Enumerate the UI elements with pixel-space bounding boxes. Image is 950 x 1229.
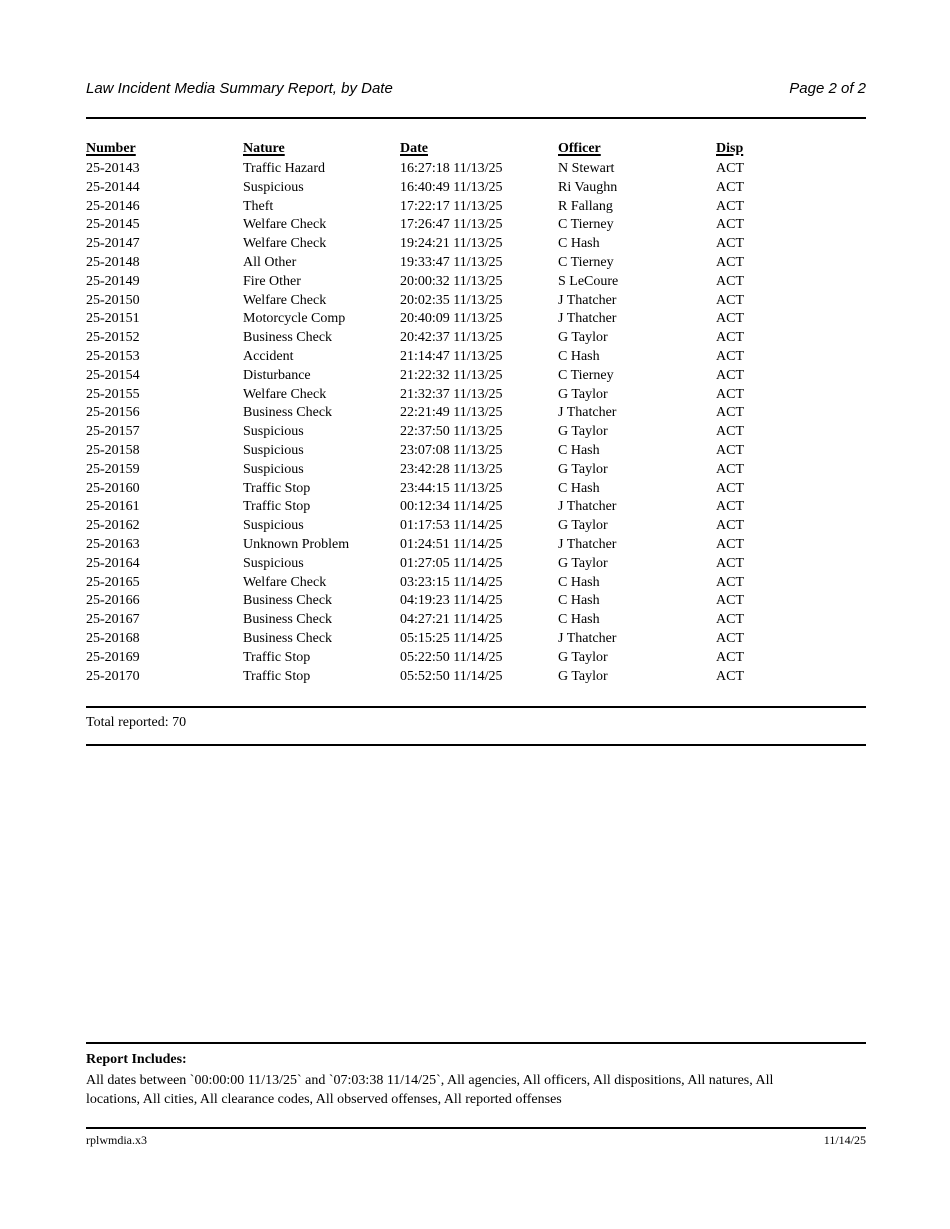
cell-number: 25-20167 bbox=[86, 612, 140, 628]
cell-number: 25-20160 bbox=[86, 480, 140, 496]
table-row bbox=[86, 461, 866, 480]
cell-date: 05:15:25 11/14/25 bbox=[400, 630, 503, 646]
cell-date: 01:27:05 11/14/25 bbox=[400, 555, 503, 571]
cell-officer: G Taylor bbox=[558, 668, 608, 684]
report-includes-body bbox=[86, 1071, 773, 1109]
cell-nature: Suspicious bbox=[243, 442, 304, 458]
table-row bbox=[86, 536, 866, 555]
cell-disp: ACT bbox=[716, 405, 744, 421]
cell-number: 25-20154 bbox=[86, 367, 140, 383]
cell-number: 25-20164 bbox=[86, 555, 140, 571]
cell-officer: C Tierney bbox=[558, 254, 614, 270]
cell-nature: Welfare Check bbox=[243, 236, 327, 252]
cell-number: 25-20168 bbox=[86, 630, 140, 646]
total-rule-bottom bbox=[86, 744, 866, 746]
report-includes-line: locations, All cities, All clearance codes, All observed offenses, All reported offenses bbox=[86, 1092, 562, 1107]
cell-officer: G Taylor bbox=[558, 424, 608, 440]
report-includes-heading: Report Includes: bbox=[86, 1052, 187, 1067]
table-row bbox=[86, 310, 866, 329]
cell-date: 05:22:50 11/14/25 bbox=[400, 649, 503, 665]
cell-date: 19:24:21 11/13/25 bbox=[400, 236, 503, 252]
cell-disp: ACT bbox=[716, 574, 744, 590]
cell-disp: ACT bbox=[716, 161, 744, 176]
cell-disp: ACT bbox=[716, 198, 744, 214]
incident-table bbox=[86, 138, 866, 686]
cell-number: 25-20157 bbox=[86, 424, 140, 440]
cell-nature: Suspicious bbox=[243, 555, 304, 571]
table-row bbox=[86, 498, 866, 517]
cell-officer: C Hash bbox=[558, 593, 600, 609]
cell-officer: C Tierney bbox=[558, 367, 614, 383]
cell-nature: Traffic Stop bbox=[243, 499, 311, 515]
report-header bbox=[86, 80, 866, 97]
table-row bbox=[86, 348, 866, 367]
table-row bbox=[86, 442, 866, 461]
table-row bbox=[86, 649, 866, 668]
table-row bbox=[86, 592, 866, 611]
cell-number: 25-20162 bbox=[86, 518, 140, 534]
table-row bbox=[86, 273, 866, 292]
cell-disp: ACT bbox=[716, 518, 744, 534]
cell-disp: ACT bbox=[716, 179, 744, 195]
cell-nature: Traffic Stop bbox=[243, 668, 311, 684]
cell-nature: Unknown Problem bbox=[243, 536, 350, 552]
table-row bbox=[86, 611, 866, 630]
cell-nature: Business Check bbox=[243, 612, 333, 628]
cell-officer: J Thatcher bbox=[558, 536, 617, 552]
cell-officer: G Taylor bbox=[558, 649, 608, 665]
cell-date: 23:07:08 11/13/25 bbox=[400, 442, 503, 458]
cell-officer: J Thatcher bbox=[558, 405, 617, 421]
cell-date: 21:32:37 11/13/25 bbox=[400, 386, 503, 402]
column-header-nature: Nature bbox=[243, 141, 285, 156]
cell-number: 25-20147 bbox=[86, 236, 140, 252]
table-body bbox=[86, 160, 866, 686]
table-row bbox=[86, 517, 866, 536]
cell-nature: All Other bbox=[243, 254, 297, 270]
cell-date: 21:22:32 11/13/25 bbox=[400, 367, 503, 383]
cell-date: 19:33:47 11/13/25 bbox=[400, 254, 503, 270]
table-row bbox=[86, 574, 866, 593]
cell-nature: Suspicious bbox=[243, 179, 304, 195]
cell-number: 25-20146 bbox=[86, 198, 140, 214]
cell-officer: G Taylor bbox=[558, 461, 608, 477]
cell-date: 01:17:53 11/14/25 bbox=[400, 518, 503, 534]
cell-disp: ACT bbox=[716, 442, 744, 458]
cell-officer: C Hash bbox=[558, 612, 600, 628]
cell-date: 23:42:28 11/13/25 bbox=[400, 461, 503, 477]
cell-number: 25-20158 bbox=[86, 442, 140, 458]
cell-nature: Business Check bbox=[243, 330, 333, 346]
table-row bbox=[86, 179, 866, 198]
cell-date: 20:42:37 11/13/25 bbox=[400, 330, 503, 346]
table-row bbox=[86, 216, 866, 235]
cell-disp: ACT bbox=[716, 499, 744, 515]
table-row bbox=[86, 367, 866, 386]
cell-disp: ACT bbox=[716, 348, 744, 364]
cell-date: 00:12:34 11/14/25 bbox=[400, 499, 503, 515]
cell-date: 04:19:23 11/14/25 bbox=[400, 593, 503, 609]
header-rule bbox=[86, 117, 866, 119]
table-row bbox=[86, 160, 866, 179]
cell-disp: ACT bbox=[716, 536, 744, 552]
table-row bbox=[86, 423, 866, 442]
cell-nature: Theft bbox=[243, 198, 274, 214]
cell-nature: Welfare Check bbox=[243, 292, 327, 308]
cell-officer: C Hash bbox=[558, 574, 600, 590]
cell-officer: C Hash bbox=[558, 480, 600, 496]
column-header-disp: Disp bbox=[716, 141, 744, 156]
cell-officer: G Taylor bbox=[558, 386, 608, 402]
cell-nature: Traffic Stop bbox=[243, 480, 311, 496]
column-header-officer: Officer bbox=[558, 141, 601, 156]
cell-date: 05:52:50 11/14/25 bbox=[400, 668, 503, 684]
cell-disp: ACT bbox=[716, 612, 744, 628]
cell-date: 04:27:21 11/14/25 bbox=[400, 612, 503, 628]
cell-number: 25-20151 bbox=[86, 311, 140, 327]
cell-number: 25-20150 bbox=[86, 292, 140, 308]
cell-number: 25-20165 bbox=[86, 574, 140, 590]
table-row bbox=[86, 555, 866, 574]
cell-disp: ACT bbox=[716, 311, 744, 327]
cell-number: 25-20155 bbox=[86, 386, 140, 402]
cell-disp: ACT bbox=[716, 480, 744, 496]
cell-officer: C Hash bbox=[558, 442, 600, 458]
cell-number: 25-20148 bbox=[86, 254, 140, 270]
report-includes-line: All dates between `00:00:00 11/13/25` and `07:03:38 11/14/25`, All agencies, All officers, All dispositions, All natures, All bbox=[86, 1073, 774, 1088]
cell-nature: Suspicious bbox=[243, 518, 304, 534]
cell-nature: Accident bbox=[243, 348, 294, 364]
report-title: Law Incident Media Summary Report, by Date bbox=[86, 80, 393, 97]
table-row bbox=[86, 630, 866, 649]
table-row bbox=[86, 404, 866, 423]
cell-nature: Suspicious bbox=[243, 424, 304, 440]
cell-nature: Motorcycle Comp bbox=[243, 311, 346, 327]
cell-number: 25-20170 bbox=[86, 668, 140, 684]
table-row bbox=[86, 292, 866, 311]
cell-number: 25-20145 bbox=[86, 217, 140, 233]
cell-officer: R Fallang bbox=[558, 198, 613, 214]
cell-disp: ACT bbox=[716, 555, 744, 571]
cell-date: 20:40:09 11/13/25 bbox=[400, 311, 503, 327]
cell-date: 20:02:35 11/13/25 bbox=[400, 292, 503, 308]
table-row bbox=[86, 668, 866, 687]
cell-disp: ACT bbox=[716, 236, 744, 252]
cell-disp: ACT bbox=[716, 386, 744, 402]
cell-number: 25-20144 bbox=[86, 179, 140, 195]
table-row bbox=[86, 386, 866, 405]
cell-officer: N Stewart bbox=[558, 161, 615, 176]
cell-date: 22:21:49 11/13/25 bbox=[400, 405, 503, 421]
cell-date: 17:22:17 11/13/25 bbox=[400, 198, 503, 214]
cell-disp: ACT bbox=[716, 292, 744, 308]
column-header-number: Number bbox=[86, 141, 136, 156]
table-header-row bbox=[86, 138, 866, 160]
total-rule-top bbox=[86, 706, 866, 708]
footer-date: 11/14/25 bbox=[823, 1133, 866, 1147]
footer-script-name: rplwmdia.x3 bbox=[86, 1133, 147, 1147]
table-row bbox=[86, 254, 866, 273]
table-row bbox=[86, 329, 866, 348]
cell-nature: Business Check bbox=[243, 405, 333, 421]
cell-officer: G Taylor bbox=[558, 330, 608, 346]
cell-disp: ACT bbox=[716, 668, 744, 684]
cell-number: 25-20153 bbox=[86, 348, 140, 364]
cell-disp: ACT bbox=[716, 424, 744, 440]
cell-officer: J Thatcher bbox=[558, 292, 617, 308]
cell-officer: C Tierney bbox=[558, 217, 614, 233]
cell-disp: ACT bbox=[716, 630, 744, 646]
cell-number: 25-20166 bbox=[86, 593, 140, 609]
includes-rule bbox=[86, 1042, 866, 1044]
cell-disp: ACT bbox=[716, 649, 744, 665]
cell-disp: ACT bbox=[716, 330, 744, 346]
cell-nature: Traffic Hazard bbox=[243, 161, 326, 176]
cell-number: 25-20169 bbox=[86, 649, 140, 665]
cell-disp: ACT bbox=[716, 273, 744, 289]
cell-number: 25-20149 bbox=[86, 273, 140, 289]
cell-nature: Fire Other bbox=[243, 273, 301, 289]
cell-nature: Traffic Stop bbox=[243, 649, 311, 665]
footer-rule bbox=[86, 1127, 866, 1129]
cell-nature: Disturbance bbox=[243, 367, 311, 383]
table-row bbox=[86, 480, 866, 499]
cell-nature: Welfare Check bbox=[243, 217, 327, 233]
cell-disp: ACT bbox=[716, 217, 744, 233]
cell-nature: Business Check bbox=[243, 593, 333, 609]
cell-nature: Suspicious bbox=[243, 461, 304, 477]
cell-date: 20:00:32 11/13/25 bbox=[400, 273, 503, 289]
cell-nature: Welfare Check bbox=[243, 574, 327, 590]
cell-nature: Welfare Check bbox=[243, 386, 327, 402]
table-row bbox=[86, 235, 866, 254]
cell-officer: J Thatcher bbox=[558, 499, 617, 515]
cell-officer: G Taylor bbox=[558, 555, 608, 571]
cell-date: 17:26:47 11/13/25 bbox=[400, 217, 503, 233]
cell-date: 21:14:47 11/13/25 bbox=[400, 348, 503, 364]
cell-number: 25-20159 bbox=[86, 461, 140, 477]
cell-number: 25-20152 bbox=[86, 330, 140, 346]
total-reported: Total reported: 70 bbox=[86, 715, 187, 730]
cell-officer: C Hash bbox=[558, 348, 600, 364]
cell-officer: G Taylor bbox=[558, 518, 608, 534]
cell-disp: ACT bbox=[716, 461, 744, 477]
column-header-date: Date bbox=[400, 141, 428, 156]
cell-disp: ACT bbox=[716, 367, 744, 383]
cell-officer: J Thatcher bbox=[558, 630, 617, 646]
page-indicator: Page 2 of 2 bbox=[789, 80, 866, 97]
cell-date: 16:27:18 11/13/25 bbox=[400, 161, 503, 176]
cell-officer: C Hash bbox=[558, 236, 600, 252]
page-footer bbox=[86, 1133, 866, 1148]
cell-officer: J Thatcher bbox=[558, 311, 617, 327]
cell-date: 22:37:50 11/13/25 bbox=[400, 424, 503, 440]
table-row bbox=[86, 198, 866, 217]
cell-officer: Ri Vaughn bbox=[558, 179, 618, 195]
cell-number: 25-20161 bbox=[86, 499, 140, 515]
cell-disp: ACT bbox=[716, 593, 744, 609]
cell-date: 03:23:15 11/14/25 bbox=[400, 574, 503, 590]
cell-date: 23:44:15 11/13/25 bbox=[400, 480, 503, 496]
cell-disp: ACT bbox=[716, 254, 744, 270]
cell-number: 25-20143 bbox=[86, 161, 140, 176]
cell-date: 01:24:51 11/14/25 bbox=[400, 536, 503, 552]
cell-date: 16:40:49 11/13/25 bbox=[400, 179, 503, 195]
cell-officer: S LeCoure bbox=[558, 273, 619, 289]
cell-nature: Business Check bbox=[243, 630, 333, 646]
cell-number: 25-20156 bbox=[86, 405, 140, 421]
cell-number: 25-20163 bbox=[86, 536, 140, 552]
